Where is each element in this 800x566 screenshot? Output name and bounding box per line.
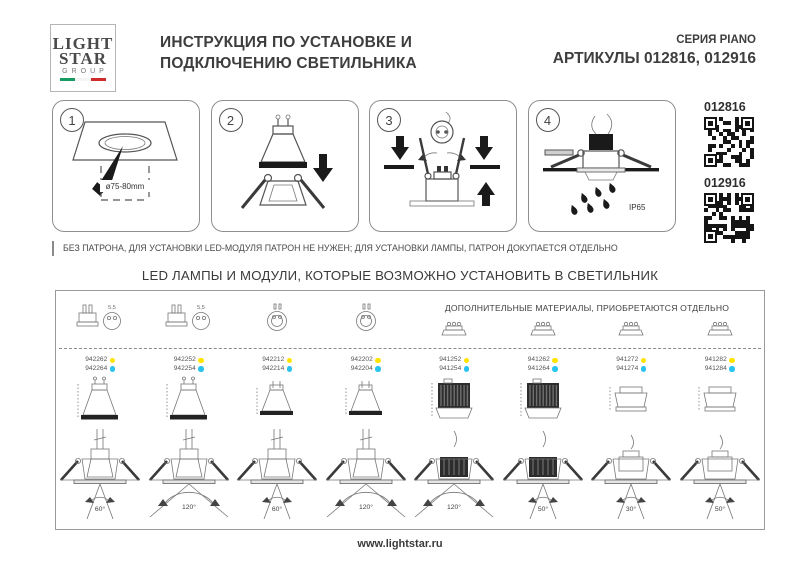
article-pair	[528, 356, 558, 373]
svg-text:120°: 120°	[181, 504, 196, 511]
article-number: 941284	[704, 364, 727, 372]
yellow-variant-dot-icon	[375, 358, 381, 364]
lamp-base-drawings	[56, 291, 410, 348]
svg-text:5,5: 5,5	[108, 304, 117, 311]
footer-url: www.lightstar.ru	[357, 538, 443, 550]
gu10-base-icon	[76, 302, 124, 338]
step-panel-2	[211, 100, 359, 232]
compatible-lamps-box	[55, 290, 765, 530]
fixture-drawing	[501, 429, 585, 521]
rotate-arrow-icon	[447, 153, 460, 158]
lamp-drawing	[520, 373, 566, 429]
page-title-line2: ПОДКЛЮЧЕНИЮ СВЕТИЛЬНИКА	[160, 55, 417, 72]
article-pair	[616, 356, 646, 373]
svg-text:120°: 120°	[447, 504, 462, 511]
lamp-column	[676, 349, 765, 527]
header	[50, 24, 756, 92]
fixture-drawing	[147, 429, 231, 521]
yellow-variant-dot-icon	[287, 358, 293, 364]
cyan-variant-dot-icon	[287, 366, 293, 372]
step-panel-4	[528, 100, 676, 232]
article-pair	[85, 356, 115, 373]
step-number: 1	[60, 108, 84, 132]
yellow-variant-dot-icon	[464, 358, 470, 364]
qr-article-label: 012816	[704, 100, 746, 114]
rotate-arrow-icon	[424, 153, 437, 158]
cyan-variant-dot-icon	[198, 366, 204, 372]
fixture-drawing	[678, 429, 762, 521]
article-number: 942264	[85, 364, 108, 372]
additional-materials-note: ДОПОЛНИТЕЛЬНЫЕ МАТЕРИАЛЫ, ПРИОБРЕТАЮТСЯ ОТДЕЛЬНО	[444, 303, 730, 313]
article-number: 941282	[704, 356, 727, 363]
article-pair	[439, 356, 469, 373]
article-pair	[174, 356, 204, 373]
fixture-drawing	[235, 429, 319, 521]
lamp-column	[410, 349, 499, 527]
lamp-front-icon	[260, 302, 294, 338]
cyan-variant-dot-icon	[464, 366, 470, 372]
cyan-variant-dot-icon	[552, 366, 558, 372]
cyan-variant-dot-icon	[110, 366, 116, 372]
logo-text: GROUP	[62, 67, 108, 75]
step1-cut-hole-diagram	[65, 110, 187, 222]
lamp-drawing	[697, 373, 743, 429]
article-number: 941262	[527, 356, 550, 363]
terminal-block-icon	[441, 320, 467, 337]
lightstar-logo	[50, 24, 116, 92]
terminal-block-icon	[530, 320, 556, 337]
step-number: 4	[536, 108, 560, 132]
fixture-drawing	[412, 429, 496, 521]
lamp-drawing	[608, 373, 654, 429]
page-title	[160, 24, 417, 92]
lamp-front-icon	[349, 302, 383, 338]
article-number: 942254	[173, 364, 196, 372]
svg-text:5,5: 5,5	[196, 304, 205, 311]
article-number: 941264	[527, 364, 550, 372]
italian-flag-icon	[60, 78, 106, 81]
lamp-column	[587, 349, 676, 527]
logo-text: LIGHT	[52, 33, 114, 53]
svg-text:60°: 60°	[272, 506, 283, 513]
svg-text:30°: 30°	[626, 506, 637, 513]
lamp-drawing	[431, 373, 477, 429]
lamp-drawing	[256, 373, 298, 429]
logo-text: STAR	[58, 48, 108, 68]
svg-text:ø75-80mm: ø75-80mm	[105, 182, 145, 191]
article-number: 942202	[350, 356, 373, 363]
series-label: СЕРИЯ PIANO	[676, 34, 756, 46]
step2-insert-lamp-diagram	[224, 110, 346, 222]
lamp-column	[233, 349, 322, 527]
article-number: 942252	[173, 356, 196, 363]
yellow-variant-dot-icon	[641, 358, 647, 364]
lamp-drawing	[345, 373, 387, 429]
article-number: 941252	[439, 356, 462, 363]
terminal-block-icon	[618, 320, 644, 337]
lamp-columns	[56, 349, 764, 527]
lamp-drawing	[77, 373, 123, 429]
article-number: 941272	[616, 356, 639, 363]
svg-text:IP65: IP65	[628, 203, 645, 212]
additional-materials	[410, 291, 764, 348]
cyan-variant-dot-icon	[375, 366, 381, 372]
article-pair	[705, 356, 735, 373]
box-top-row	[56, 291, 764, 348]
svg-text:50°: 50°	[714, 506, 725, 513]
article-number: 942262	[85, 356, 108, 363]
article-number: 942214	[262, 364, 285, 372]
yellow-variant-dot-icon	[198, 358, 204, 364]
qr-column	[704, 100, 764, 252]
arrow-down-icon	[313, 154, 333, 182]
svg-text:60°: 60°	[95, 506, 106, 513]
series-block	[553, 24, 756, 92]
article-number: 941254	[439, 364, 462, 372]
gu10-base-icon	[165, 302, 213, 338]
step-panel-1	[52, 100, 200, 232]
step-panel-3	[369, 100, 517, 232]
articles-label: АРТИКУЛЫ 012816, 012916	[552, 50, 756, 67]
step-number: 3	[377, 108, 401, 132]
article-number: 942212	[262, 356, 285, 363]
article-number: 942204	[350, 364, 373, 372]
svg-text:50°: 50°	[537, 506, 548, 513]
page-title-line1: ИНСТРУКЦИЯ ПО УСТАНОВКЕ И	[160, 34, 413, 51]
article-number: 941274	[616, 364, 639, 372]
arrow-down-icon	[391, 136, 409, 160]
lamps-section-title: LED ЛАМПЫ И МОДУЛИ, КОТОРЫЕ ВОЗМОЖНО УСТАНОВИТЬ В СВЕТИЛЬНИК	[141, 268, 659, 283]
yellow-variant-dot-icon	[729, 358, 735, 364]
yellow-variant-dot-icon	[110, 358, 116, 364]
svg-text:120°: 120°	[358, 504, 373, 511]
terminal-block-icon	[707, 320, 733, 337]
fixture-drawing	[324, 429, 408, 521]
lamp-column	[145, 349, 234, 527]
installation-steps	[52, 100, 676, 232]
qr-code-012916	[704, 193, 754, 243]
arrow-up-icon	[477, 182, 495, 206]
lamp-drawing	[166, 373, 212, 429]
lamp-column	[499, 349, 588, 527]
lamp-column	[322, 349, 411, 527]
qr-code-012816	[704, 117, 754, 167]
yellow-variant-dot-icon	[552, 358, 558, 364]
cyan-variant-dot-icon	[729, 366, 735, 372]
water-drops-icon	[569, 182, 616, 216]
cyan-variant-dot-icon	[641, 366, 647, 372]
socket-note: БЕЗ ПАТРОНА, ДЛЯ УСТАНОВКИ LED-МОДУЛЯ ПАТРОН НЕ НУЖЕН; ДЛЯ УСТАНОВКИ ЛАМПЫ, ПАТРОН ДОКУПАЕТСЯ ОТДЕЛЬНО	[52, 241, 712, 256]
qr-article-label: 012916	[704, 176, 746, 190]
fixture-drawing	[589, 429, 673, 521]
article-pair	[351, 356, 381, 373]
step-number: 2	[219, 108, 243, 132]
arrow-down-icon	[475, 136, 493, 160]
fixture-drawing	[58, 429, 142, 521]
article-pair	[262, 356, 292, 373]
step3-mount-springs-diagram	[382, 110, 504, 222]
lamp-column	[56, 349, 145, 527]
